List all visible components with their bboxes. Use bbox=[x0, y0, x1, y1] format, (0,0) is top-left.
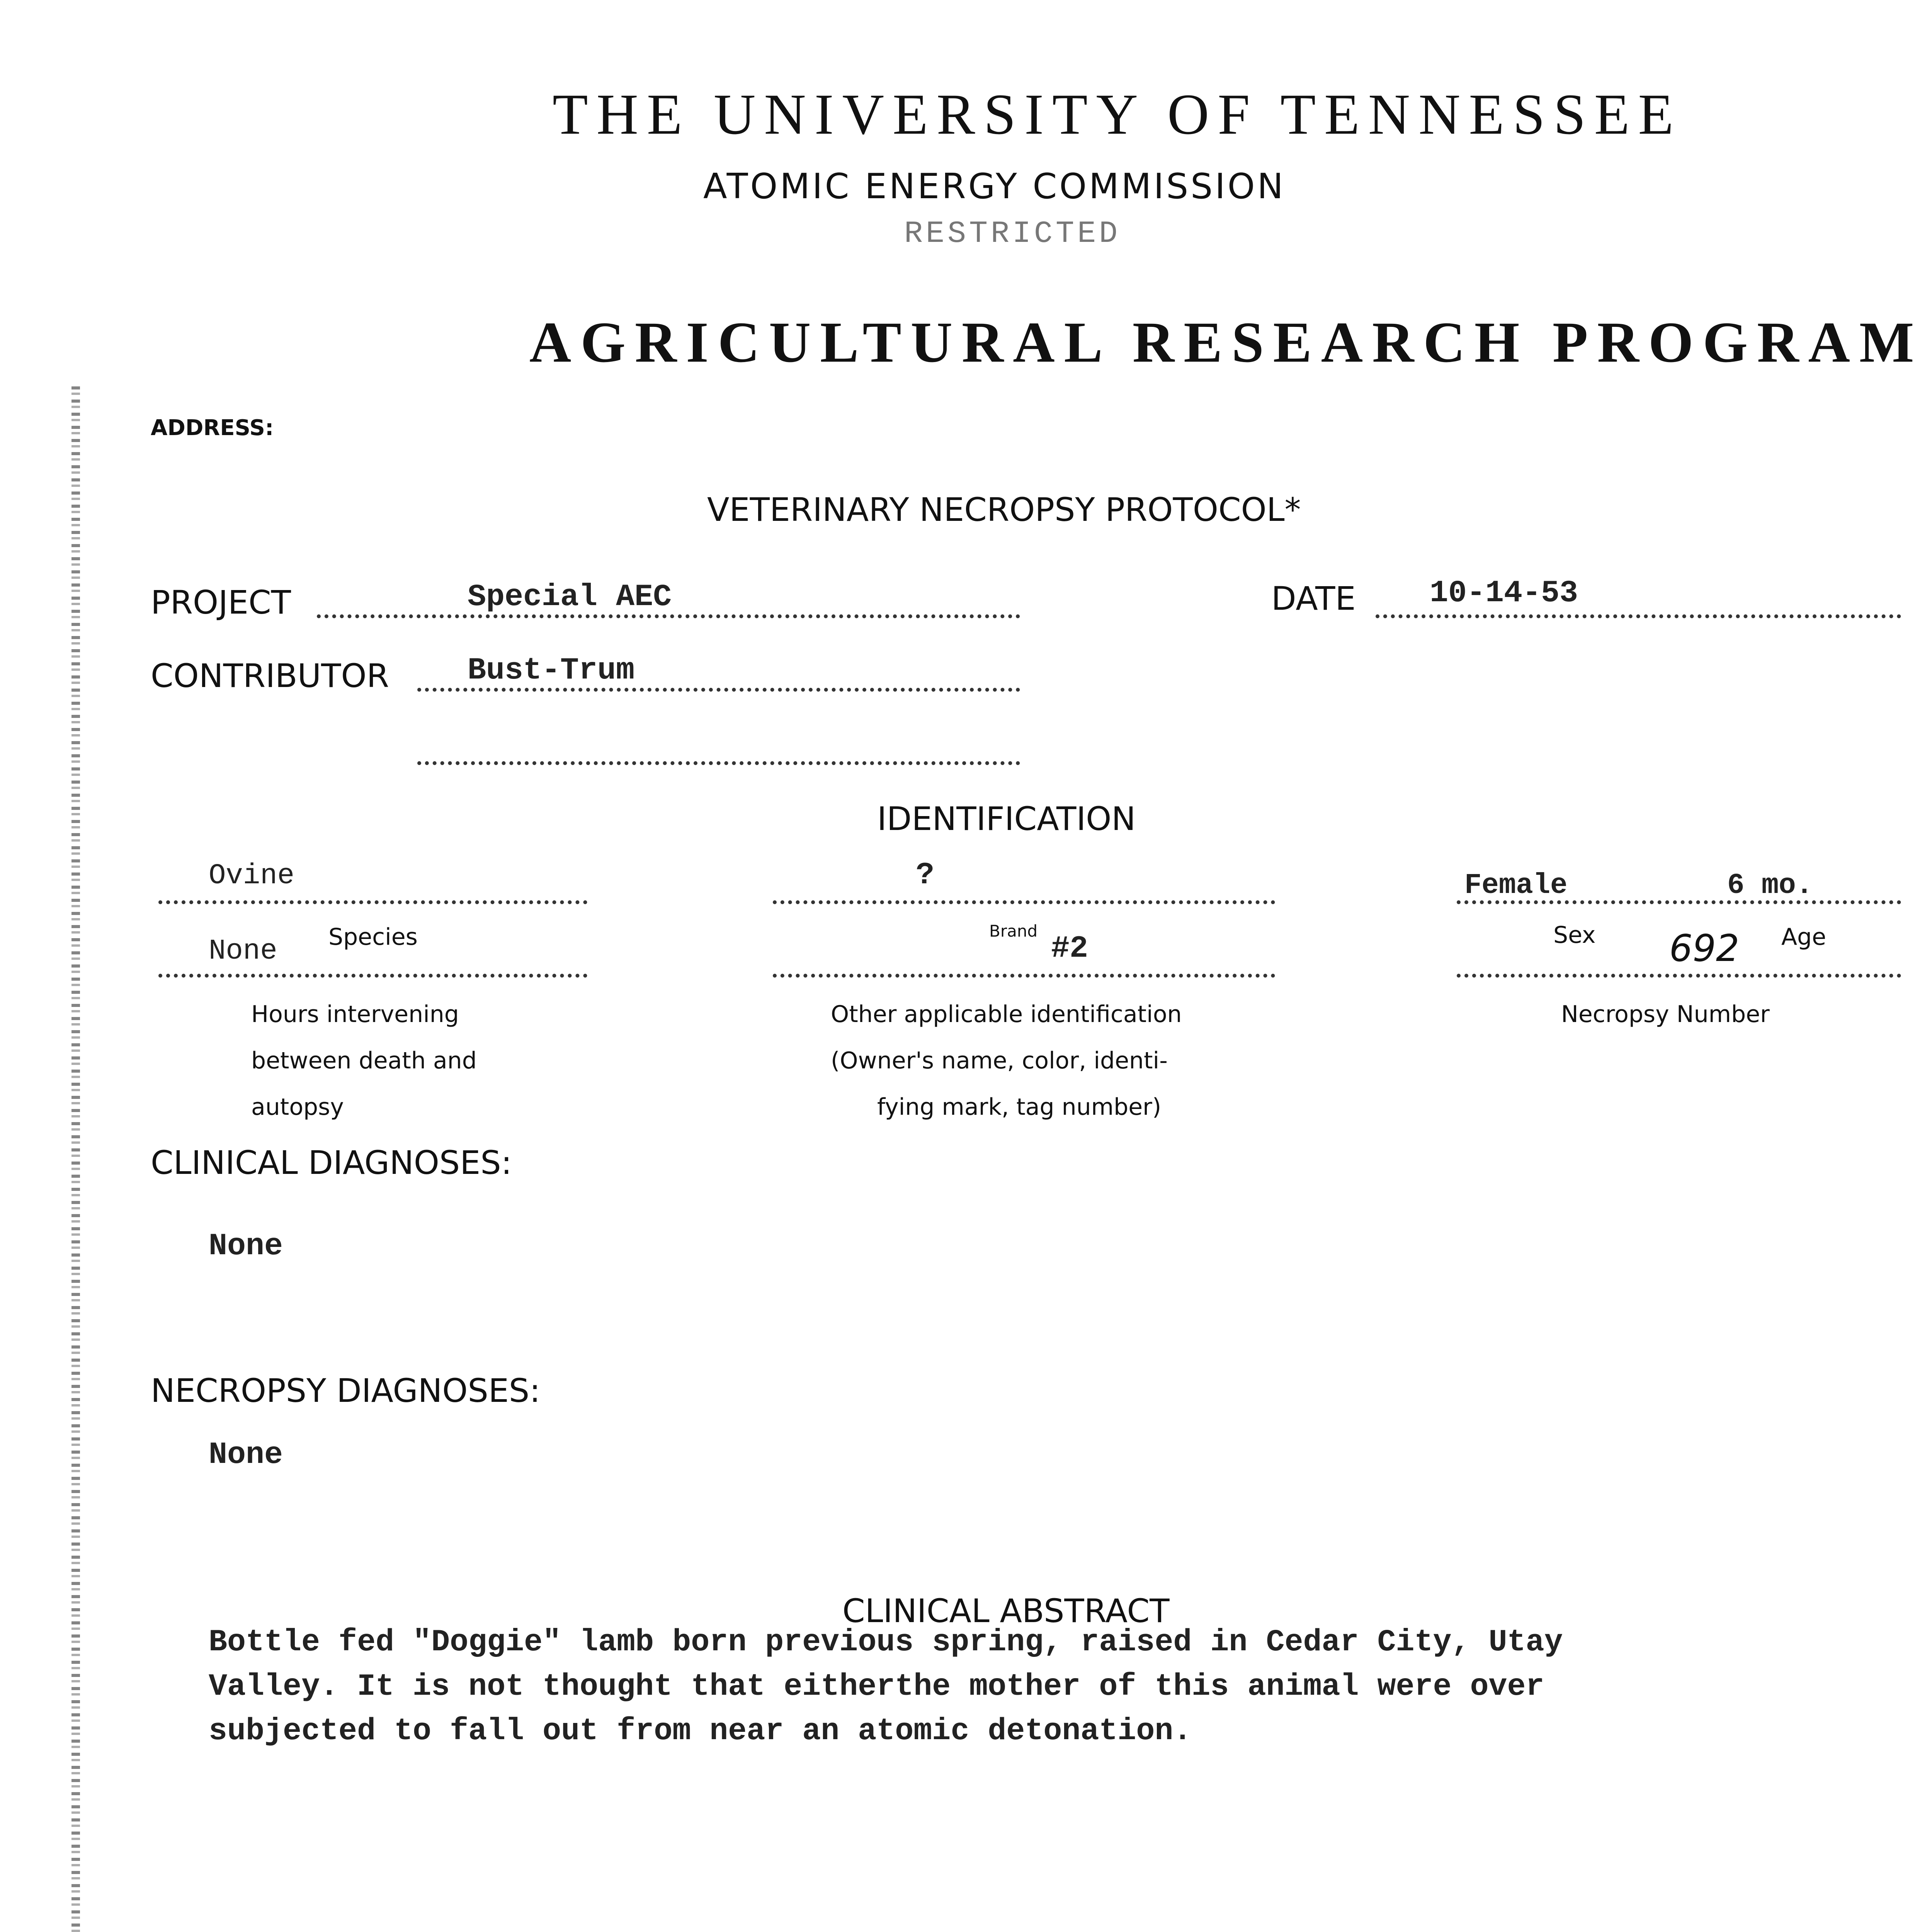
identification-center-line bbox=[773, 900, 1275, 904]
restricted-stamp: RESTRICTED bbox=[904, 216, 1121, 252]
abstract-line-2: Valley. It is not thought that eitherthe mother of this animal were over bbox=[209, 1669, 1544, 1704]
abstract-line-3: subjected to fall out from near an atomic detonation. bbox=[209, 1714, 1192, 1749]
sex-age-line bbox=[1457, 900, 1901, 904]
sex-value: Female bbox=[1464, 869, 1568, 902]
age-value: 6 mo. bbox=[1727, 869, 1813, 902]
hours-caption-1: Hours intervening bbox=[251, 1001, 459, 1028]
necropsy-number-line bbox=[1457, 974, 1901, 978]
species-label: Species bbox=[328, 923, 418, 951]
other-caption-3: fying mark, tag number) bbox=[877, 1094, 1162, 1121]
clinical-abstract-heading: CLINICAL ABSTRACT bbox=[842, 1592, 1170, 1630]
abstract-line-1: Bottle fed "Doggie" lamb born previous spring, raised in Cedar City, Utay bbox=[209, 1625, 1563, 1660]
clinical-diagnoses-value: None bbox=[209, 1229, 283, 1264]
project-line bbox=[317, 614, 1020, 618]
hours-value: None bbox=[209, 935, 277, 968]
date-line bbox=[1376, 614, 1901, 618]
hours-caption-3: autopsy bbox=[251, 1094, 344, 1121]
species-value: Ovine bbox=[209, 860, 295, 892]
project-value: Special AEC bbox=[468, 580, 672, 615]
hours-caption-2: between death and bbox=[251, 1047, 477, 1074]
sex-label: Sex bbox=[1553, 922, 1596, 949]
brand-label: Brand bbox=[989, 922, 1038, 940]
date-label: DATE bbox=[1271, 580, 1356, 617]
project-label: PROJECT bbox=[151, 583, 291, 621]
species-line bbox=[158, 900, 587, 904]
clinical-diagnoses-label: CLINICAL DIAGNOSES: bbox=[151, 1144, 512, 1182]
other-id-line bbox=[773, 974, 1275, 978]
necropsy-number-label: Necropsy Number bbox=[1561, 1001, 1770, 1028]
commission-title: ATOMIC ENERGY COMMISSION bbox=[703, 166, 1286, 207]
other-caption-1: Other applicable identification bbox=[831, 1001, 1182, 1028]
university-title: THE UNIVERSITY OF TENNESSEE bbox=[553, 82, 1682, 146]
identification-center-value: ? bbox=[916, 858, 935, 893]
date-value: 10-14-53 bbox=[1430, 576, 1578, 611]
contributor-label: CONTRIBUTOR bbox=[151, 657, 389, 695]
contributor-line-2 bbox=[417, 761, 1020, 765]
necropsy-number-value: 692 bbox=[1669, 927, 1740, 970]
necropsy-diagnoses-value: None bbox=[209, 1437, 283, 1473]
identification-heading: IDENTIFICATION bbox=[877, 800, 1136, 838]
age-label: Age bbox=[1781, 923, 1827, 951]
other-caption-2: (Owner's name, color, identi- bbox=[831, 1047, 1168, 1074]
contributor-value: Bust-Trum bbox=[468, 653, 635, 688]
program-title: AGRICULTURAL RESEARCH PROGRAM bbox=[529, 310, 1923, 374]
form-title: VETERINARY NECROPSY PROTOCOL* bbox=[707, 491, 1301, 529]
necropsy-diagnoses-label: NECROPSY DIAGNOSES: bbox=[151, 1372, 541, 1410]
brand-value: #2 bbox=[1051, 931, 1088, 966]
contributor-line bbox=[417, 688, 1020, 692]
address-label: ADDRESS: bbox=[151, 415, 274, 440]
scan-edge-left bbox=[71, 386, 80, 1932]
hours-line bbox=[158, 974, 587, 978]
